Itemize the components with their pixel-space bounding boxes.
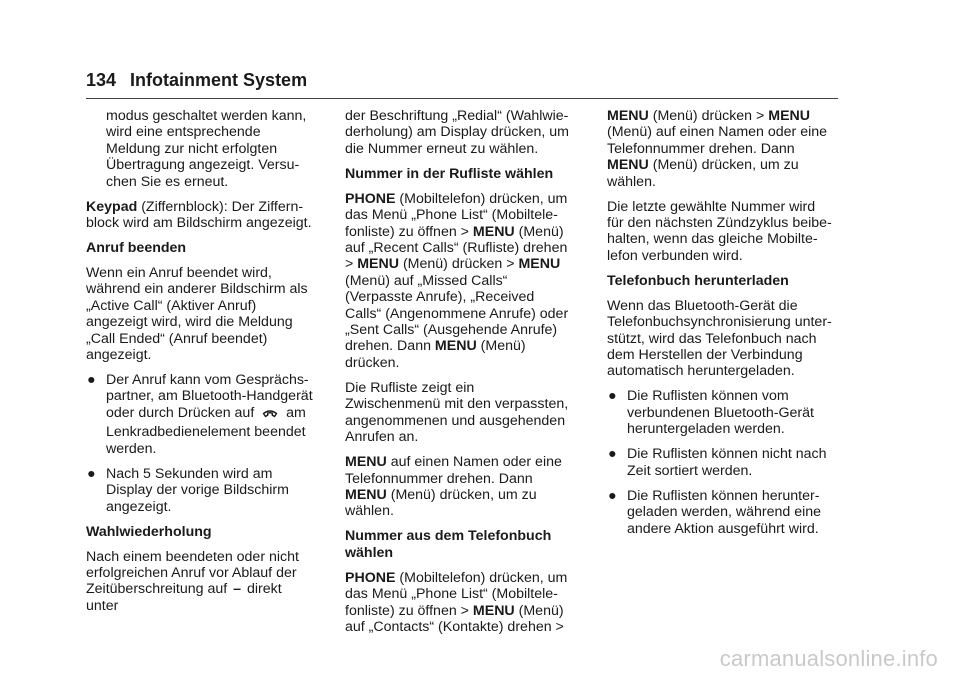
menu-term: MENU [434,338,477,355]
text: (Menü) drücken. [345,338,526,371]
bullet-text: Die Ruflisten können herunter-geladen werden, während eine andere Aktion ausgeführt wird. [627,487,822,537]
list-item [607,488,835,537]
text: (Menü) drücken, um zu wählen. [607,157,799,190]
text: (Menü) auf „Recent Calls“ (Rufliste) drehen > [345,223,568,273]
heading-end-call: Anruf beenden [86,240,187,257]
bullet-marker: ● [87,465,96,482]
call-list-info: Die Rufliste zeigt ein Zwischenmenü mit den verpassten, angenommenen und ausgehenden Anrufen an. [345,379,569,446]
phonebook-paragraph [345,570,573,636]
heading-call-list: Nummer in der Rufliste wählen [345,165,554,182]
menu-term: MENU [357,256,400,273]
menu-term: MENU [345,486,387,503]
text: (Mobiltelefon) drücken, um das Menü „Phone List“ (Mobiltele-fonliste) zu öffnen > [345,569,568,619]
text: (Menü) auf „Missed Calls“ (Verpasste Anrufe), „Received Calls“ (Angenommene Anrufe) oder „Sent Calls“ (Ausgehende Anrufe) drehen. Dann [345,272,569,355]
list-item [86,372,314,457]
bullet-text-b: am Lenkradbedienelement beendet werden. [106,404,306,457]
watermark: carmanualsonline.info [719,646,938,671]
bullet-marker: ● [608,446,617,463]
menu-term: MENU [607,157,649,174]
bullet-text: Nach 5 Sekunden wird am Display der vorige Bildschirm angezeigt. [106,465,289,515]
heading-phonebook: Nummer aus dem Telefonbuch wählen [345,528,552,561]
bullet-text-a: Der Anruf kann vom Gesprächs-partner, am Bluetooth-Handgerät oder durch Drücken auf [106,372,313,421]
page-header [86,70,307,91]
redial-paragraph [86,549,314,615]
text: (Menü) auf „Contacts“ (Kontakte) drehen > [345,602,564,635]
phonebook-continued [607,108,835,190]
phone-term: PHONE [345,190,396,207]
continued-bullet-text: modus geschaltet werden kann, wird eine entsprechende Meldung zur nicht erfolgten Übertragung angezeigt. Versu-chen Sie es erneut. [106,108,307,190]
section-title: Infotainment System [130,70,308,90]
redial-text-a: Nach einem beendeten oder nicht erfolgreichen Anruf vor Ablauf der Zeitüberschreitung auf [86,548,299,598]
bullet-marker: ● [608,487,617,504]
text: auf einen Namen oder eine Telefonnummer drehen. Dann [345,454,562,487]
heading-redial: Wahlwiederholung [86,523,212,540]
menu-term: MENU [345,454,387,471]
text: (Menü) drücken > [648,108,769,124]
list-item [607,446,835,479]
end-call-dash-icon: – [233,581,242,598]
redial-continued: der Beschriftung „Redial“ (Wahlwie-derholung) am Display drücken, um die Nummer erneut zu wählen. [345,108,569,157]
text: (Mobiltelefon) drücken, um das Menü „Phone List“ (Mobiltele-fonliste) zu öffnen > [345,190,568,240]
menu-term: MENU [518,256,561,273]
menu-select-paragraph [345,454,573,520]
menu-term: MENU [768,108,811,124]
page-number: 134 [86,70,117,90]
menu-term: MENU [472,602,515,619]
text: (Menü) auf einen Namen oder eine Telefonnummer drehen. Dann [607,124,828,157]
last-number-paragraph: Die letzte gewählte Nummer wird für den nächsten Zündzyklus beibe-halten, wenn das gleiche Mobilte-lefon verbunden wird. [607,198,832,264]
text: (Menü) drücken, um zu wählen. [345,486,537,520]
menu-term: MENU [472,223,515,240]
phone-hangup-icon [262,408,278,424]
list-item [86,466,314,515]
redial-text-b: direkt unter [86,581,282,614]
list-item [607,388,835,437]
download-paragraph: Wenn das Bluetooth-Gerät die Telefonbuchsynchronisierung unter-stützt, wird das Telefonbuch nach dem Herstellen der Verbindung automatisch heruntergeladen. [607,297,832,380]
bullet-marker: ● [608,388,617,405]
bullet-marker: ● [87,372,96,389]
heading-download: Telefonbuch herunterladen [607,272,789,289]
header-rule [86,98,838,99]
bullet-text: Die Ruflisten können vom verbundenen Bluetooth-Gerät heruntergeladen werden. [627,388,814,438]
phone-term: PHONE [345,569,396,586]
keypad-description: (Ziffernblock): Der Ziffern-block wird am Bildschirm angezeigt. [86,198,312,232]
bullet-text: Die Ruflisten können nicht nach Zeit sortiert werden. [627,446,827,479]
column-3 [607,108,835,546]
end-call-paragraph: Wenn ein Anruf beendet wird, während ein anderer Bildschirm als „Active Call“ (Aktiver Anruf) angezeigt wird, wird die Meldung „Call Ended“ (Anruf beendet) angezeigt. [86,265,308,364]
keypad-paragraph [86,199,314,232]
column-1 [86,108,314,623]
text: (Menü) drücken > [399,256,519,273]
keypad-term: Keypad [86,198,138,215]
call-list-paragraph [345,191,573,371]
menu-term: MENU [607,108,649,124]
column-2 [345,108,573,644]
